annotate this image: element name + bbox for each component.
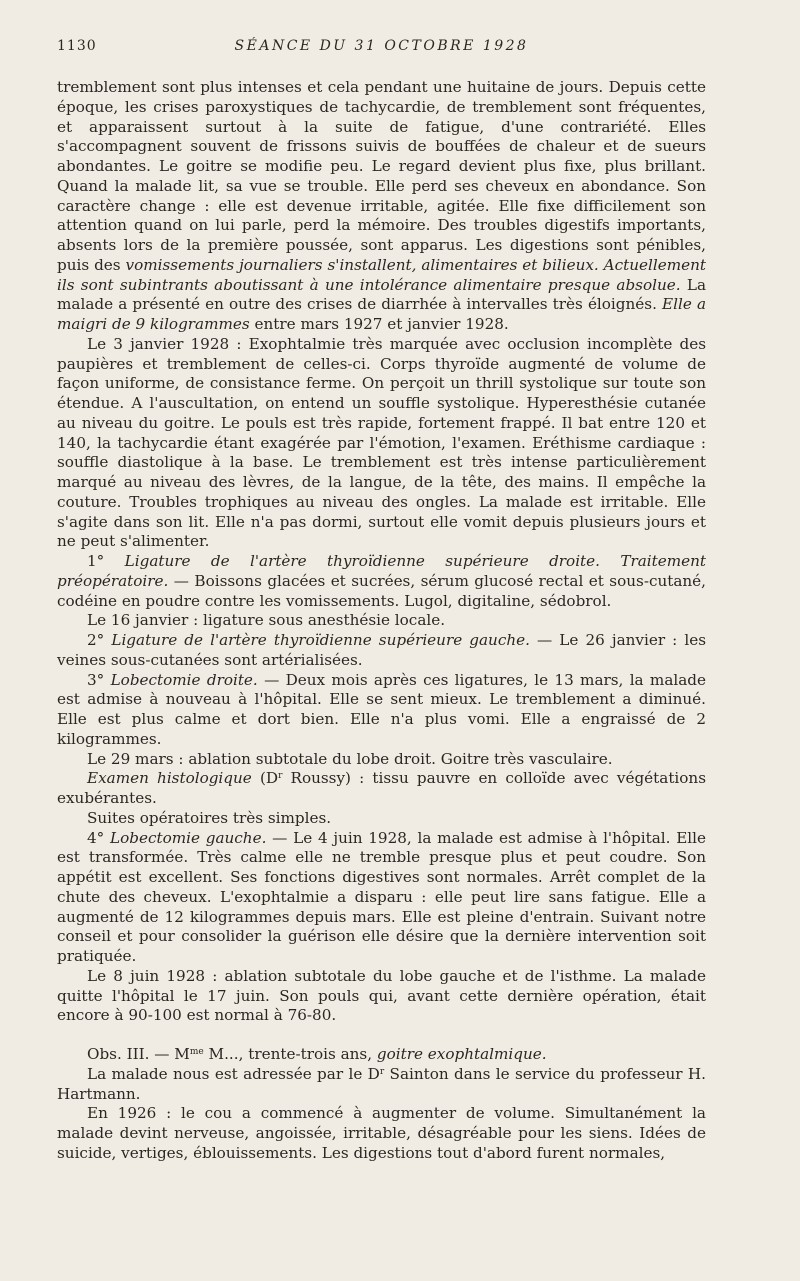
paragraph: En 1926 : le cou a commencé à augmenter de volume. Simultanément la malade devint nerveuse, angoissée, irritable, désagréable pour les siens. Idées de suicide, vertiges, éblouissements. Les digestions tout d'abord furent normales, — [57, 1104, 706, 1162]
paragraph: Le 16 janvier : ligature sous anesthésie locale. — [87, 611, 446, 630]
paragraph: tremblement sont plus intenses et cela pendant une huitaine de jours. Depuis cette époque, les crises paroxystiques de tachycardie, de tremblement sont fréquentes, et apparaissent surtout à la suite de fatigue, d'une contrariété. Elles s'accompagnent souvent de frissons suivis de bouffées de chaleur et de sueurs abondantes. Le goitre se modifie peu. Le regard devient plus fixe, plus brillant. Quand la malade lit, sa vue se trouble. Elle perd ses cheveux en abondance. Son caractère change : elle est devenue irritable, agitée. Elle fixe difficilement son attention quand on lui parle, perd la mémoire. Des troubles digestifs importants, absents lors de la première poussée, sont apparus. Les digestions sont pénibles, puis des vomissements journaliers s'installent, alimentaires et bilieux. Actuellement ils sont subintrants aboutissant à une intolérance alimentaire presque absolue. La malade a présenté en outre des crises de diarrhée à intervalles très éloignés. Elle a maigri de 9 kilogrammes entre mars 1927 et janvier 1928. — [57, 78, 706, 333]
paragraph: Le 3 janvier 1928 : Exophtalmie très marquée avec occlusion incomplète des paupières et tremblement de celles-ci. Corps thyroïde augmenté de volume de façon uniforme, de consistance ferme. On perçoit un thrill systolique sur toute son étendue. A l'auscultation, on entend un souffle systolique. Hyperesthésie cutanée au niveau du goitre. Le pouls est très rapide, fortement frappé. Il bat entre 120 et 140, la tachycardie étant exagérée par l'émotion, l'examen. Eréthisme cardiaque : souffle diastolique à la base. Le tremblement est très intense particulièrement marqué au niveau des lèvres, de la langue, de la tête, des mains. Il empêche la couture. Troubles trophiques au niveau des ongles. La malade est irritable. Elle s'agite dans son lit. Elle n'a pas dormi, surtout elle vomit depuis plusieurs jours et ne peut s'alimenter. — [57, 334, 706, 551]
paragraph: 1° Ligature de l'artère thyroïdienne supérieure droite. Traitement préopératoire. — Boissons glacées et sucrées, sérum glucosé rectal et sous-cutané, codéine en poudre contre les vomissements. Lugol, digitaline, sédobrol. — [57, 552, 707, 610]
paragraph: 2° Ligature de l'artère thyroïdienne supérieure gauche. — Le 26 janvier : les veines sous-cutanées sont artérialisées. — [57, 631, 707, 669]
paragraph: Le 8 juin 1928 : ablation subtotale du lobe gauche et de l'isthme. La malade quitte l'hôpital le 17 juin. Son pouls qui, avant cette dernière opération, était encore à 90-100 est normal à 76-80. — [57, 966, 706, 1025]
article-body — [57, 78, 706, 1164]
page-number: 1130 — [57, 38, 97, 54]
paragraph: Suites opératoires très simples. — [87, 808, 332, 827]
paragraph: 3° Lobectomie droite. — Deux mois après ces ligatures, le 13 mars, la malade est admise à nouveau à l'hôpital. Elle se sent mieux. Le tremblement a diminué. Elle est plus calme et dort bien. Elle n'a plus vomi. Elle a engraissé de 2 kilogrammes. — [57, 670, 707, 748]
paragraph: Examen histologique ($D^r$ Roussy) : tissu pauvre en colloïde avec végétations exubérantes. — [57, 769, 706, 807]
paragraph: La malade nous est adressée par le $D^r$ Sainton dans le service du professeur H. Hartmann. — [57, 1064, 706, 1103]
paragraph: Le 29 mars : ablation subtotale du lobe droit. Goitre très vasculaire. — [87, 749, 613, 768]
paragraph: 4° Lobectomie gauche. — Le 4 juin 1928, la malade est admise à l'hôpital. Elle est transformée. Très calme elle ne tremble presque plus et peut coudre. Son appétit est excellent. Ses fonctions digestives sont normales. Arrêt complet de la chute des cheveux. L'exophtalmie a disparu : elle peut lire sans fatigue. Elle a augmenté de 12 kilogrammes depuis mars. Elle est pleine d'entrain. Suivant notre conseil et pour consolider la guérison elle désire que la dernière intervention soit pratiquée. — [57, 828, 706, 965]
observation-heading: Obs. III. — $M^{me}$ M..., trente-trois ans, goitre exophtalmique. — [87, 1045, 547, 1063]
page-header — [57, 38, 706, 58]
running-title: SÉANCE DU 31 OCTOBRE 1928 — [234, 38, 529, 54]
